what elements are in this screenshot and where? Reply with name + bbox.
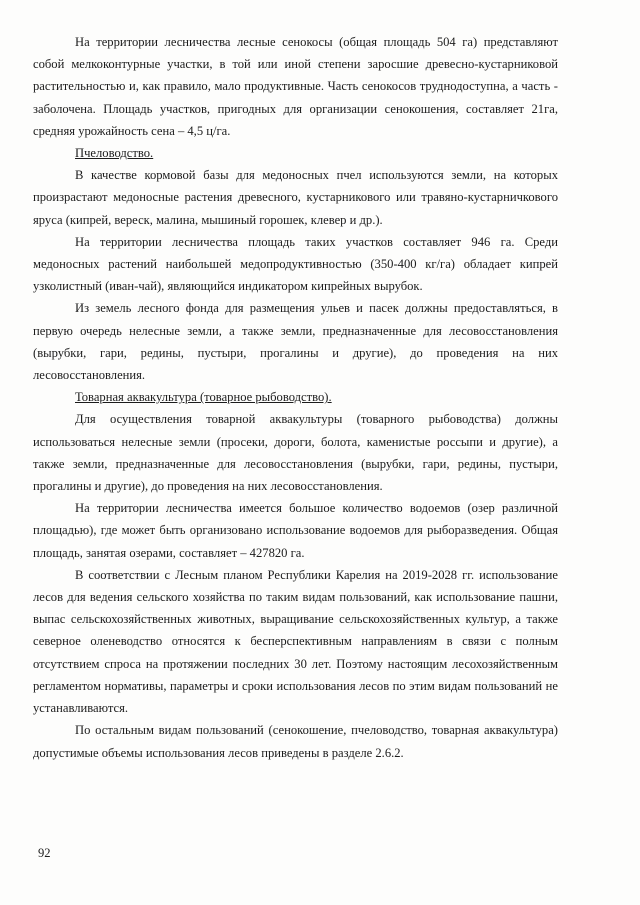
paragraph-forest-plan: В соответствии с Лесным планом Республики Карелия на 2019-2028 гг. использование лесов для ведения сельского хозяйства по таким видам пользований, как использование пашни, выпас сельскохозяйственных животных, выращивание сельскохозяйственных культур, а также северное оленеводство относятся к бесперспективным направлениям в связи с полным отсутствием спроса на протяжении последних 30 лет. Поэтому настоящим лесохозяйственным регламентом нормативы, параметры и сроки использования лесов по этим видам пользований не устанавливаются. <box>33 567 558 716</box>
heading-beekeeping: Пчеловодство. <box>75 146 154 161</box>
paragraph-lakes: На территории лесничества имеется большое количество водоемов (озер различной площадью), где может быть организовано использование водоемов для рыборазведения. Общая площадь, занятая озерами, составляет – 427820 га. <box>33 501 558 560</box>
heading-aquaculture: Товарная аквакультура (товарное рыбоводство). <box>75 390 332 405</box>
paragraph-hayfields: На территории лесничества лесные сенокосы (общая площадь 504 га) представляют собой мелкоконтурные участки, в той или иной степени заросшие древесно-кустарниковой растительностью и, как правило, мало продуктивные. Часть сенокосов труднодоступна, а часть - заболочена. Площадь участков, пригодных для организации сенокошения, составляет 21га, средняя урожайность сена – 4,5 ц/га. <box>33 35 558 138</box>
paragraph-honey-plants: В качестве кормовой базы для медоносных пчел используются земли, на которых произрастают медоносные растения древесного, кустарникового или травяно-кустарничкового яруса (кипрей, вереск, малина, мышиный горошек, клевер и др.). <box>33 168 558 227</box>
paragraph-other-uses: По остальным видам пользований (сенокошение, пчеловодство, товарная аквакультура) допустимые объемы использования лесов приведены в разделе 2.6.2. <box>33 723 558 760</box>
page-number: 92 <box>38 846 51 860</box>
paragraph-aquaculture-land: Для осуществления товарной аквакультуры (товарного рыбоводства) должны использоваться нелесные земли (просеки, дороги, болота, каменистые россыпи и другие), а также земли, предназначенные для лесовосстановления (вырубки, гари, редины, пустыри, прогалины и другие), до проведения на них лесовосстановления. <box>33 412 558 494</box>
paragraph-honey-area: На территории лесничества площадь таких участков составляет 946 га. Среди медоносных растений наибольшей медопродуктивностью (350-400 кг/га) обладает кипрей узколистный (иван-чай), являющийся индикатором кипрейных вырубок. <box>33 234 558 294</box>
paragraph-apiary-land: Из земель лесного фонда для размещения ульев и пасек должны предоставляться, в первую очередь нелесные земли, а также земли, предназначенные для лесовосстановления (вырубки, гари, редины, пустыри, прогалины и другие), до проведения на них лесовосстановления. <box>33 301 558 383</box>
document-body <box>33 31 558 764</box>
